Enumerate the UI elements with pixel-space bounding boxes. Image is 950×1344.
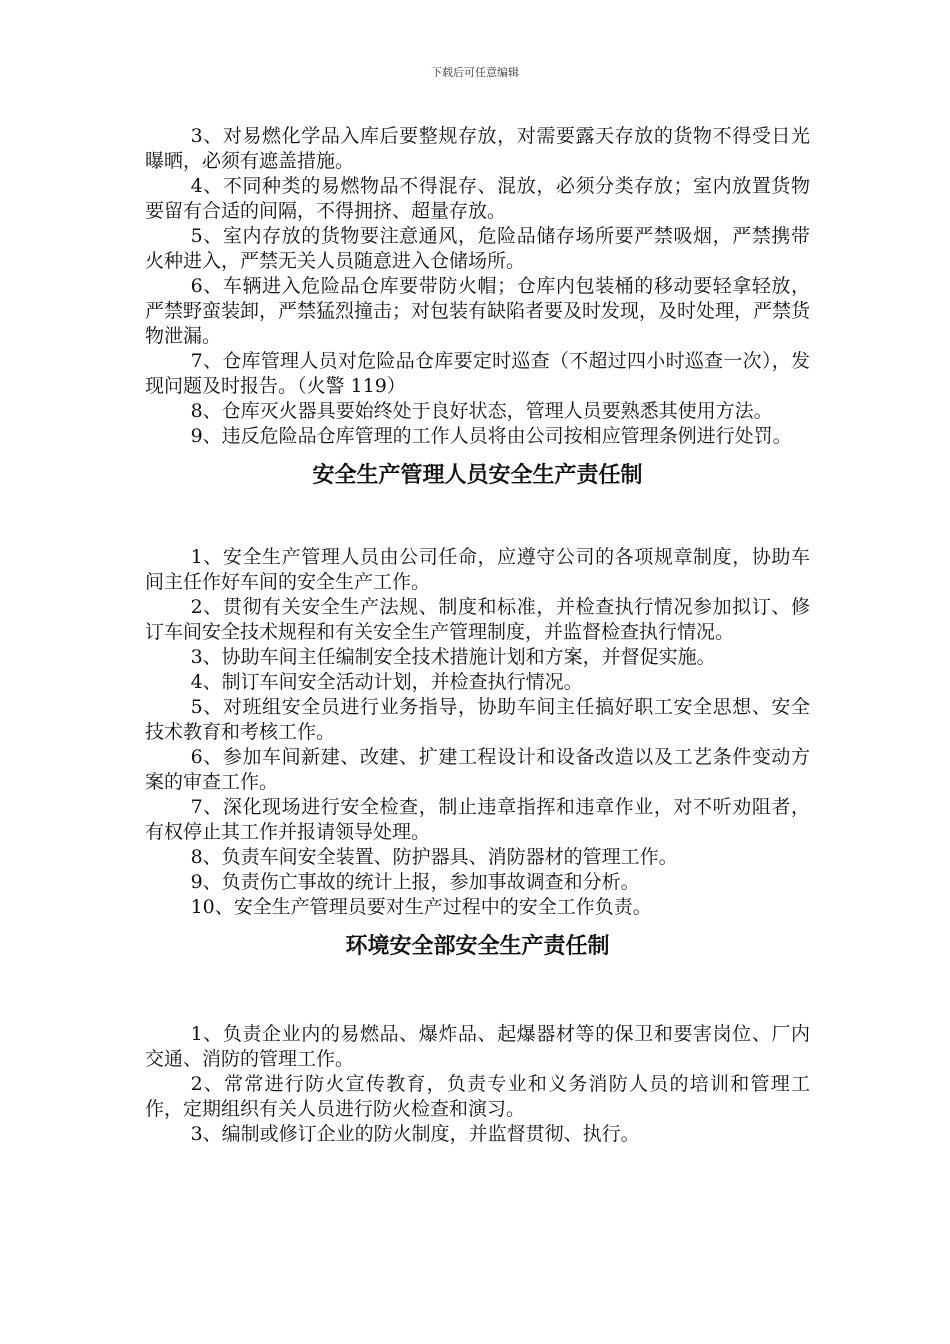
paragraph: 6、参加车间新建、改建、扩建工程设计和设备改造以及工艺条件变动方案的审查工作。: [145, 746, 810, 793]
paragraph: 10、安全生产管理员要对生产过程中的安全工作负责。: [190, 896, 652, 918]
paragraph: 3、协助车间主任编制安全技术措施计划和方案，并督促实施。: [190, 646, 716, 668]
paragraph: 3、编制或修订企业的防火制度，并监督贯彻、执行。: [190, 1123, 640, 1145]
paragraph: 7、仓库管理人员对危险品仓库要定时巡查（不超过四小时巡查一次），发现问题及时报告。（火警 119）: [145, 350, 810, 397]
document-body: [145, 124, 810, 1147]
paragraph: 4、制订车间安全活动计划，并检查执行情况。: [190, 671, 583, 693]
paragraph: 5、对班组安全员进行业务指导，协助车间主任搞好职工安全思想、安全技术教育和考核工作。: [145, 696, 810, 743]
paragraph: 1、负责企业内的易燃品、爆炸品、起爆器材等的保卫和要害岗位、厂内交通、消防的管理工作。: [145, 1023, 810, 1070]
paragraph: 5、室内存放的货物要注意通风，危险品储存场所要严禁吸烟，严禁携带火种进入，严禁无关人员随意进入仓储场所。: [145, 225, 810, 272]
paragraph: 9、违反危险品仓库管理的工作人员将由公司按相应管理条例进行处罚。: [190, 425, 792, 447]
paragraph: 8、负责车间安全装置、防护器具、消防器材的管理工作。: [190, 846, 678, 868]
section-title-safety-managers: 安全生产管理人员安全生产责任制: [312, 463, 643, 488]
page-header: 下载后可任意编辑: [431, 66, 519, 79]
paragraph: 6、车辆进入危险品仓库要带防火帽；仓库内包装桶的移动要轻拿轻放，严禁野蛮装卸，严禁猛烈撞击；对包装有缺陷者要及时发现，及时处理，严禁货物泄漏。: [145, 275, 811, 347]
section-title-environment-safety: 环境安全部安全生产责任制: [345, 934, 610, 959]
paragraph: 9、负责伤亡事故的统计上报，参加事故调查和分析。: [190, 871, 640, 893]
paragraph: 2、贯彻有关安全生产法规、制度和标准，并检查执行情况参加拟订、修订车间安全技术规程和有关安全生产管理制度，并监督检查执行情况。: [145, 596, 810, 643]
paragraph: 2、常常进行防火宣传教育，负责专业和义务消防人员的培训和管理工作，定期组织有关人员进行防火检查和演习。: [145, 1073, 810, 1120]
paragraph: 3、对易燃化学品入库后要整规存放，对需要露天存放的货物不得受日光曝晒，必须有遮盖措施。: [145, 125, 810, 172]
paragraph: 7、深化现场进行安全检查，制止违章指挥和违章作业，对不听劝阻者，有权停止其工作并报请领导处理。: [145, 796, 810, 843]
paragraph: 4、不同种类的易燃物品不得混存、混放，必须分类存放；室内放置货物要留有合适的间隔，不得拥挤、超量存放。: [145, 175, 810, 222]
paragraph: 8、仓库灭火器具要始终处于良好状态，管理人员要熟悉其使用方法。: [190, 400, 773, 422]
paragraph: 1、安全生产管理人员由公司任命，应遵守公司的各项规章制度，协助车间主任作好车间的安全生产工作。: [145, 546, 810, 593]
